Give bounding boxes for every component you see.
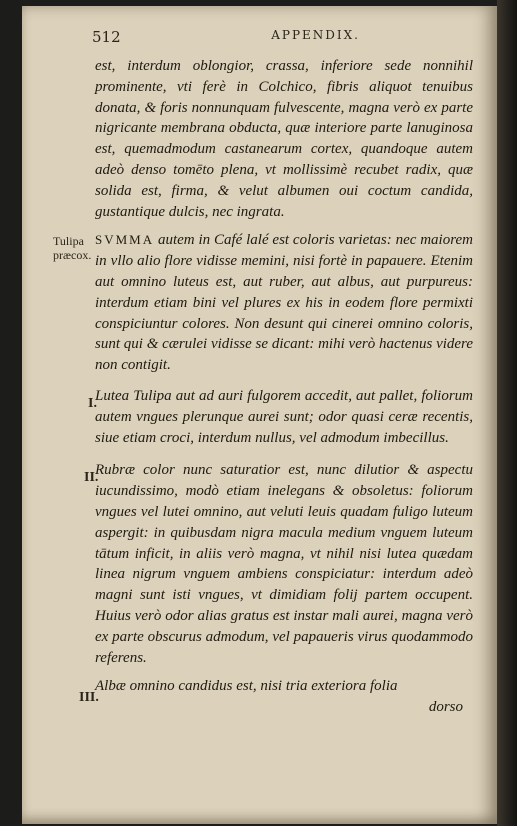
paragraph-alba: Albæ omnino candidus est, nisi tria exteriora folia [95, 678, 398, 695]
body-text [95, 56, 473, 718]
summa-initial-word: SVMMA [95, 232, 155, 248]
paragraph-rubra: Rubræ color nunc saturatior est, nunc dilutior & aspectu iucundissimo, modò etiam inelegans & obsoletus: foliorum vngues vel lutei omnino, aut veluti leuis quadam fuligo luteum aspergit: in quibusdam nigra macula medium vnguem luteum tātum inficit, in aliis verò magna, vt nihil nisi lutea quædam linea nigrum vnguem ambiens conspiciatur: interdum adeò magni sunt isti vngues, vt dimidiam folij partem occupent. Huius verò odor alias gratus est instar mali aurei, magna verò ex parte obscurus admodum, vel papaueris virus quodammodo referens. [95, 462, 473, 666]
summa-text: autem in Café lalé est coloris varietas: nec maiorem in vllo alio flore vidisse memini, nisi fortè in papauere. Etenim aut omnino luteus est, aut ruber, aut albus, aut purpureus: interdum etiam bini vel plures ex his in eodem flore permixti conspiciuntur colores. Non desunt qui cinerei omnino coloris, sunt qui & cærulei vidisse se dicant: mihi verò hactenus videre non contigit. [95, 232, 473, 374]
running-head: APPENDIX. [271, 28, 360, 42]
paragraph-intro: est, interdum oblongior, crassa, inferiore sede nonnihil prominente, vti ferè in Colchico, fibris aliquot tenuibus donata, & foris nonnunquam fulvescente, magna verò ex parte nigricante membrana obducta, quæ interiore parte lanuginosa est, quemadmodum castanearum cortex, quandoque autem adeò denso tomēto plena, vt mollissimè recubet radix, quæ solida est, firma, & velut albumen oui coctum candida, gustantique dulcis, nec ingrata. [95, 58, 473, 220]
book-binding-edge [497, 0, 517, 826]
section-numeral-3: III. [79, 690, 99, 705]
section-numeral-1: I. [88, 396, 97, 411]
page-header [92, 28, 360, 50]
catchword: dorso [428, 699, 463, 716]
paragraph-summa [95, 230, 473, 376]
page-number: 512 [92, 28, 121, 46]
marginal-note-tulipa-praecox: Tulipa præcox. [53, 234, 92, 262]
section-numeral-2: II. [84, 470, 99, 485]
paragraph-lutea: Lutea Tulipa aut ad auri fulgorem accedit, aut pallet, foliorum autem vngues plerunque aurei sunt; odor quasi ceræ recentis, siue etiam croci, interdum nullus, vel admodum imbecillus. [95, 387, 473, 446]
